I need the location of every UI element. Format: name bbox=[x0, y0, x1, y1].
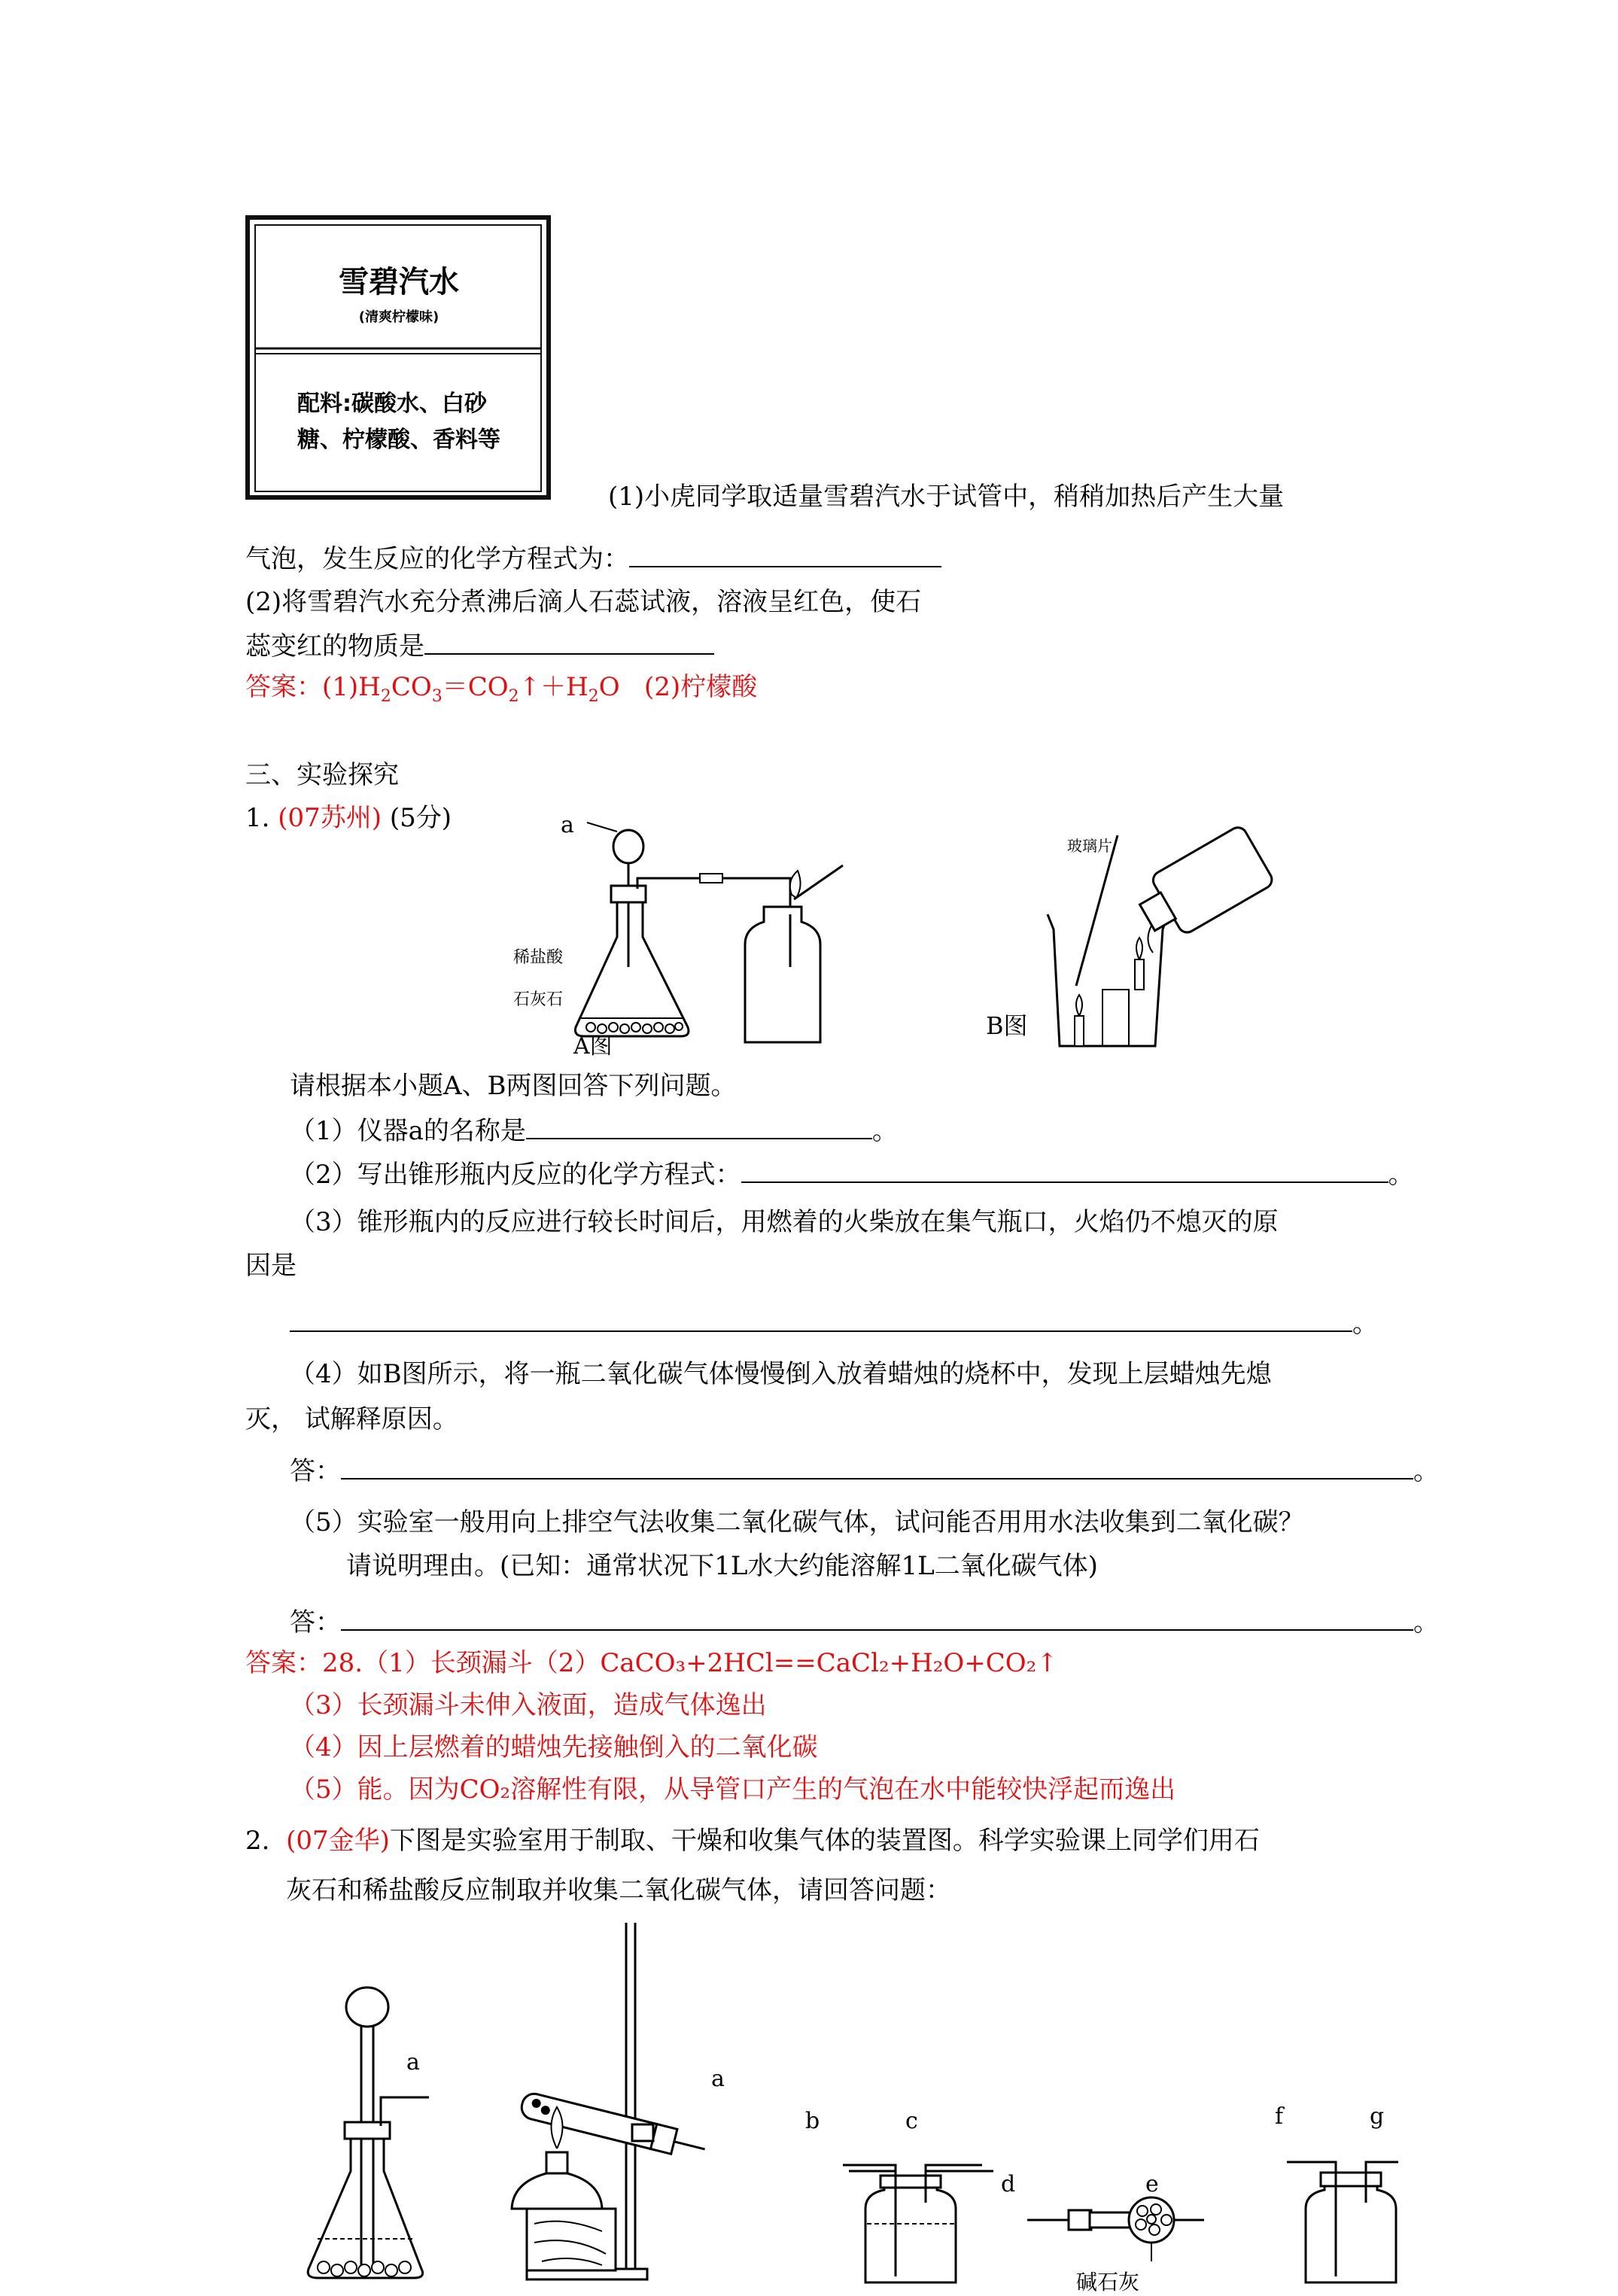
label-c: c bbox=[905, 2108, 918, 2134]
soda-label-title: 雪碧汽水 bbox=[339, 265, 459, 300]
problem1-q1-text: （1）仪器a的名称是 bbox=[290, 1116, 526, 1146]
answer-label: 答： bbox=[290, 1456, 341, 1486]
section3-heading: 三、实验探究 bbox=[245, 760, 399, 790]
period: 。 bbox=[871, 1116, 898, 1146]
problem1-prompt: 请根据本小题A、B两图回答下列问题。 bbox=[290, 1071, 737, 1101]
figure-a-stone-label: 石灰石 bbox=[513, 990, 564, 1009]
period: 。 bbox=[1413, 1607, 1439, 1638]
figure-b bbox=[978, 805, 1279, 1054]
intro-q2-line1: (2)将雪碧汽水充分煮沸后滴人石蕊试液，溶液呈红色，使石 bbox=[245, 587, 922, 617]
label-g: g bbox=[1370, 2103, 1385, 2130]
problem1-points: (5分) bbox=[389, 803, 452, 833]
intro-q2-line2-text: 蕊变红的物质是 bbox=[245, 631, 424, 661]
problem1-q4-line1: （4）如B图所示，将一瓶二氧化碳气体慢慢倒入放着蜡烛的烧杯中，发现上层蜡烛先熄 bbox=[290, 1359, 1272, 1389]
problem1-q1 bbox=[290, 1115, 898, 1146]
problem2-source: (07金华) bbox=[286, 1826, 390, 1856]
period: 。 bbox=[1352, 1309, 1378, 1339]
label-f: f bbox=[1275, 2103, 1284, 2130]
intro-q1-line1: (1)小虎同学取适量雪碧汽水于试管中，稍稍加热后产生大量 bbox=[608, 482, 1285, 512]
period: 。 bbox=[1388, 1160, 1414, 1190]
figure-a-label-a: a bbox=[561, 812, 574, 838]
problem1-q4-answer bbox=[290, 1455, 1439, 1486]
problem1-q3-answer bbox=[290, 1308, 1378, 1339]
intro-answer-prefix: 答案：(1)H bbox=[245, 672, 381, 702]
problem1-q5-line1: （5）实验室一般用向上排空气法收集二氧化碳气体，试问能否用用水法收集到二氧化碳？ bbox=[290, 1507, 1304, 1537]
intro-answer: 答案：$(1)H_2CO_3=CO_2↑+H_2O$ (2)柠檬酸 bbox=[245, 672, 758, 706]
figure-b-caption: B图 bbox=[986, 1011, 1028, 1040]
problem2-text-1: 下图是实验室用于制取、干燥和收集气体的装置图。科学实验课上同学们用石 bbox=[389, 1826, 1260, 1856]
problem2-line2: 灰石和稀盐酸反应制取并收集二氧化碳气体，请回答问题： bbox=[286, 1875, 951, 1905]
problem2-number: 2. bbox=[245, 1826, 270, 1856]
intro-q2-line2 bbox=[245, 631, 714, 661]
label-e: e bbox=[1145, 2171, 1159, 2197]
problem1-number: 1. bbox=[245, 803, 270, 833]
label-a1: a bbox=[406, 2049, 420, 2076]
problem1-header bbox=[245, 803, 452, 833]
apparatus-drawing bbox=[301, 1923, 1400, 2288]
problem1-answer-4: （5）能。因为CO₂溶解性有限，从导管口产生的气泡在水中能较快浮起而逸出 bbox=[290, 1774, 1176, 1805]
answer-blank[interactable] bbox=[341, 1607, 1413, 1631]
soda-label-image bbox=[245, 214, 553, 502]
soda-label-ingredients-2: 糖、柠檬酸、香料等 bbox=[297, 427, 500, 453]
problem1-answer-1: 答案：28.（1）长颈漏斗（2）CaCO₃+2HCl==CaCl₂+H₂O+CO₂↑ bbox=[245, 1648, 1058, 1678]
problem1-q5-line2: 请说明理由。(已知：通常状况下1L水大约能溶解1L二氧化碳气体) bbox=[346, 1551, 1098, 1581]
intro-q1-line2-text: 气泡，发生反应的化学方程式为： bbox=[245, 544, 629, 574]
answer-blank[interactable] bbox=[424, 631, 714, 655]
label-b: b bbox=[805, 2108, 820, 2134]
problem1-q4-line2: 灭， 试解释原因。 bbox=[245, 1404, 458, 1434]
soda-label-subtitle: (清爽柠檬味) bbox=[358, 309, 439, 325]
problem1-q2-text: （2）写出锥形瓶内反应的化学方程式： bbox=[290, 1160, 741, 1190]
figure-a-acid-label: 稀盐酸 bbox=[513, 948, 564, 967]
problem2-line1 bbox=[245, 1826, 1260, 1856]
problem1-q3-line1: （3）锥形瓶内的反应进行较长时间后，用燃着的火柴放在集气瓶口，火焰仍不熄灭的原 bbox=[290, 1207, 1279, 1237]
soda-label-ingredients-1: 配料:碳酸水、白砂 bbox=[297, 391, 487, 417]
intro-answer-rest: (2)柠檬酸 bbox=[644, 672, 758, 702]
figure-a bbox=[482, 812, 858, 1060]
intro-q1-line2 bbox=[245, 543, 941, 574]
problem2-apparatus-figure bbox=[301, 1923, 1400, 2294]
label-d: d bbox=[1001, 2171, 1016, 2197]
answer-blank[interactable] bbox=[629, 543, 941, 567]
answer-blank[interactable] bbox=[741, 1159, 1388, 1183]
problem1-answer-3: （4）因上层燃着的蜡烛先接触倒入的二氧化碳 bbox=[290, 1732, 818, 1762]
answer-blank[interactable] bbox=[341, 1455, 1413, 1479]
figure-b-glass-label: 玻璃片 bbox=[1067, 837, 1112, 855]
problem1-q2 bbox=[290, 1159, 1414, 1190]
problem1-q3-line2: 因是 bbox=[245, 1251, 297, 1281]
problem1-answer-2: （3）长颈漏斗未伸入液面，造成气体逸出 bbox=[290, 1690, 767, 1720]
flask-apparatus-drawing bbox=[482, 817, 858, 1057]
problem1-q5-answer bbox=[290, 1607, 1439, 1638]
answer-blank[interactable] bbox=[526, 1115, 872, 1139]
soda-lime-label: 碱石灰 bbox=[1076, 2270, 1140, 2294]
figure-a-caption: A图 bbox=[573, 1033, 613, 1060]
label-a2: a bbox=[711, 2066, 725, 2092]
answer-label: 答： bbox=[290, 1607, 341, 1638]
period: 。 bbox=[1413, 1456, 1439, 1486]
answer-blank[interactable] bbox=[290, 1308, 1352, 1332]
problem1-source: (07苏州) bbox=[278, 803, 382, 833]
